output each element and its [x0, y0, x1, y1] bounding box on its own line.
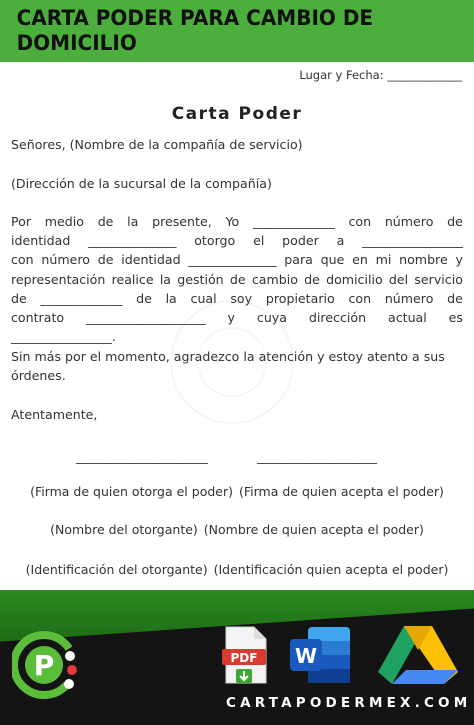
- body-word: de: [97, 252, 114, 268]
- document-title: Carta Poder: [171, 104, 303, 124]
- signature-row: [0, 484, 474, 499]
- body-line: [11, 250, 463, 269]
- closing-line-1: Sin más por el momento, agradezco la atención y estoy atento a sus: [11, 349, 445, 364]
- body-word: de: [11, 290, 27, 306]
- body-word: poder: [282, 233, 319, 249]
- google-drive-icon[interactable]: [376, 624, 460, 688]
- body-word: en: [352, 252, 368, 268]
- body-word: la: [165, 290, 177, 306]
- body-word: de: [136, 290, 152, 306]
- body-word: ________________: [362, 233, 463, 249]
- body-word: gestión: [177, 271, 224, 287]
- body-word: domicilio: [326, 271, 383, 287]
- body-word: y: [455, 252, 463, 268]
- body-word: Por: [11, 214, 32, 229]
- body-word: la: [159, 271, 172, 287]
- body-word: servicio: [414, 271, 463, 287]
- pdf-label: PDF: [230, 651, 258, 665]
- svg-text:P: P: [33, 649, 55, 682]
- body-word: de: [304, 271, 320, 287]
- grantee-signature-label: (Firma de quien acepta el poder): [238, 484, 444, 499]
- body-word: el: [253, 233, 265, 249]
- body-word: con: [348, 214, 372, 229]
- word-file-icon[interactable]: [290, 625, 352, 685]
- body-line: [11, 270, 463, 289]
- body-word: identidad: [121, 252, 181, 268]
- body-word: cuya: [256, 310, 287, 326]
- body-word: medio: [44, 214, 84, 229]
- body-word: con: [348, 290, 372, 306]
- body-word: con: [11, 252, 34, 268]
- signature-line-right: ____________________: [257, 450, 377, 464]
- body-word: dirección: [308, 310, 367, 326]
- body-word: número: [384, 214, 434, 229]
- website-url[interactable]: CARTAPODERMEX.COM: [226, 695, 472, 711]
- body-word: a: [336, 233, 345, 249]
- body-word: número: [41, 252, 90, 268]
- body-line: [11, 327, 463, 346]
- body-word: _____________: [252, 214, 335, 229]
- body-word: realice: [111, 271, 154, 287]
- pdf-file-icon[interactable]: [222, 625, 268, 689]
- body-word: del: [388, 271, 409, 287]
- grantor-id-label: (Identificación del otorgante): [25, 562, 208, 577]
- place-date-field: Lugar y Fecha: _____________: [299, 68, 462, 82]
- body-word: propietario: [265, 290, 335, 306]
- body-word: cual: [190, 290, 217, 306]
- body-word: presente,: [152, 214, 212, 229]
- body-paragraph: [11, 212, 463, 346]
- banner-title: CARTA PODER PARA CAMBIO DE DOMICILIO: [16, 6, 374, 56]
- body-word: cambio: [251, 271, 298, 287]
- body-word: otorgo: [194, 233, 236, 249]
- body-word: que: [320, 252, 345, 268]
- body-word: contrato: [11, 310, 65, 326]
- body-word: identidad: [11, 233, 71, 249]
- body-word: la: [127, 214, 139, 229]
- body-word: mi: [375, 252, 392, 268]
- body-word: _____________: [40, 290, 123, 306]
- body-word: ________________.: [11, 329, 116, 345]
- body-line: [11, 308, 463, 327]
- grantee-id-label: (Identificación quien acepta el poder): [213, 562, 449, 577]
- grantee-name-label: (Nombre de quien acepta el poder): [203, 522, 424, 537]
- body-word: representación: [11, 271, 106, 287]
- grantor-name-label: (Nombre del otorgante): [50, 522, 198, 537]
- body-word: número: [384, 290, 434, 306]
- body-word: de: [97, 214, 114, 229]
- body-word: ___________________: [86, 310, 206, 326]
- body-line: [11, 231, 463, 250]
- body-line: [11, 212, 463, 231]
- body-word: de: [229, 271, 246, 287]
- logo-icon[interactable]: [12, 630, 82, 700]
- regards: Atentamente,: [11, 407, 98, 422]
- body-line: [11, 289, 463, 308]
- body-word: nombre: [399, 252, 448, 268]
- signature-line-left: ______________________: [76, 450, 208, 464]
- body-word: para: [284, 252, 313, 268]
- body-word: soy: [230, 290, 253, 306]
- body-word: de: [447, 290, 463, 306]
- word-label: W: [294, 644, 318, 668]
- salutation: Señores, (Nombre de la compañía de servicio): [11, 137, 303, 152]
- body-word: de: [447, 214, 463, 229]
- grantor-signature-label: (Firma de quien otorga el poder): [30, 484, 233, 499]
- name-row: [0, 522, 474, 537]
- body-word: actual: [387, 310, 427, 326]
- closing-line-2: órdenes.: [11, 368, 66, 383]
- body-word: Yo: [225, 214, 240, 229]
- company-address: (Dirección de la sucursal de la compañía): [11, 176, 272, 191]
- body-word: ______________: [188, 252, 277, 268]
- body-word: ______________: [88, 233, 177, 249]
- body-word: es: [448, 310, 463, 326]
- body-word: y: [227, 310, 235, 326]
- id-row: [0, 562, 474, 577]
